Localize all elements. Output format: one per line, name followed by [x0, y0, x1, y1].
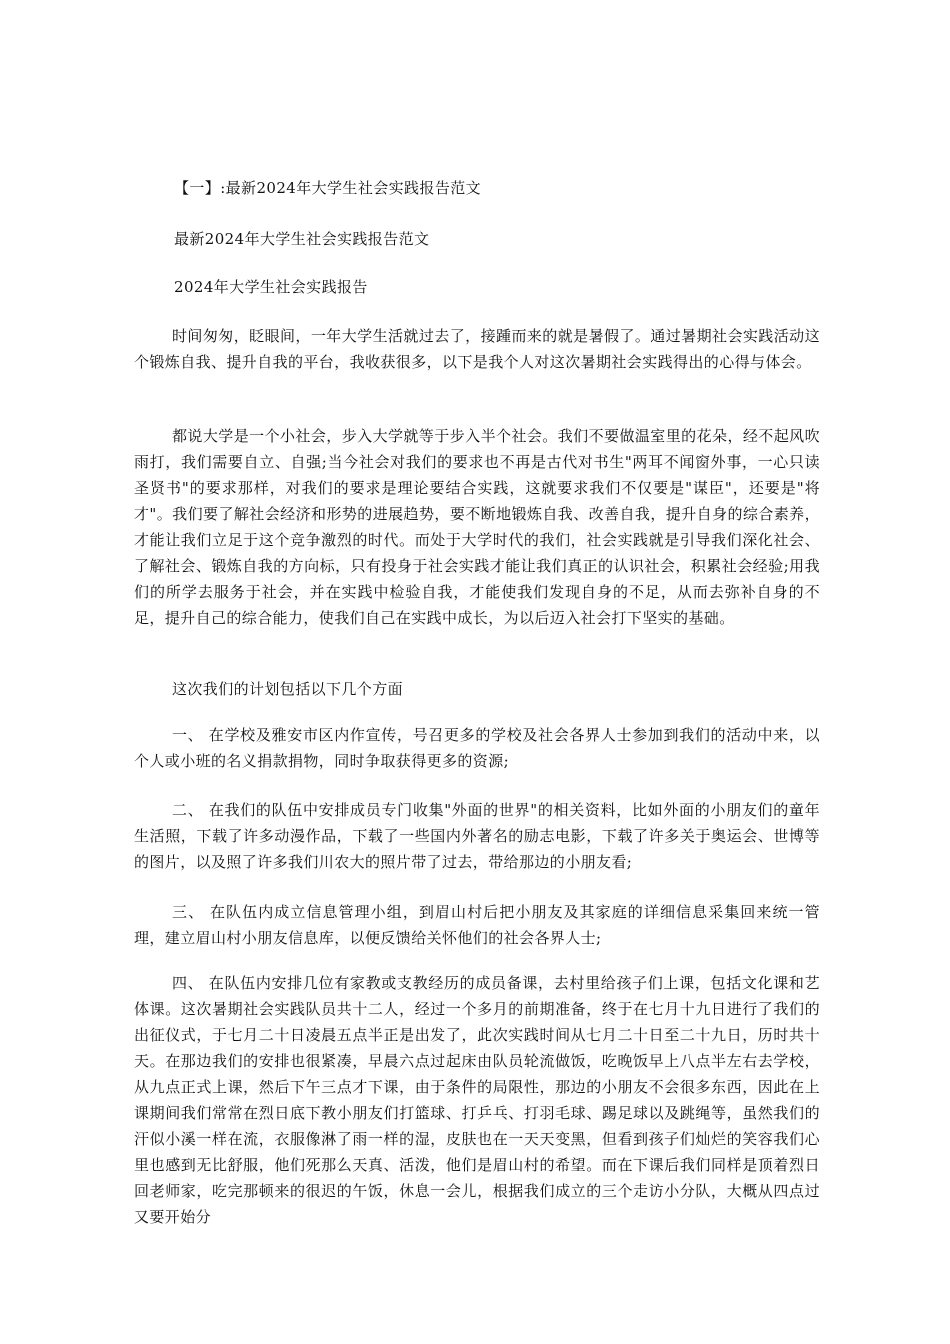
document-subtitle: 2024年大学生社会实践报告 — [174, 278, 368, 296]
paragraph-plan-2: 二、 在我们的队伍中安排成员专门收集"外面的世界"的相关资料，比如外面的小朋友们的童年生活照，下载了许多动漫作品，下载了一些国内外著名的励志电影，下载了许多关于奥运会、世博等的图片，以及照了许多我们川农大的照片带了过去，带给那边的小朋友看; — [134, 801, 820, 871]
paragraph-intro: 时间匆匆，眨眼间，一年大学生活就过去了，接踵而来的就是暑假了。通过暑期社会实践活动这个锻炼自我、提升自我的平台，我收获很多，以下是我个人对这次暑期社会实践得出的心得与体会。 — [134, 327, 820, 371]
section-heading: 【一】:最新2024年大学生社会实践报告范文 — [174, 179, 482, 197]
document-title: 最新2024年大学生社会实践报告范文 — [174, 230, 430, 248]
paragraph-university-society: 都说大学是一个小社会，步入大学就等于步入半个社会。我们不要做温室里的花朵，经不起风吹雨打，我们需要自立、自强;当今社会对我们的要求也不再是古代对书生"两耳不闻窗外事，一心只读圣贤书"的要求那样，对我们的要求是理论要结合实践，这就要求我们不仅要是"谋臣"，还要是"将才"。我们要了解社会经济和形势的进展趋势，要不断地锻炼自我、改善自我，提升自身的综合素养，才能让我们立足于这个竞争激烈的时代。而处于大学时代的我们，社会实践就是引导我们深化社会、了解社会、锻炼自我的方向标，只有投身于社会实践才能让我们真正的认识社会，积累社会经验;用我们的所学去服务于社会，并在实践中检验自我，才能使我们发现自身的不足，从而去弥补自身的不足，提升自己的综合能力，使我们自己在实践中成长，为以后迈入社会打下坚实的基础。 — [134, 427, 820, 627]
paragraph-plan-1: 一、 在学校及雅安市区内作宣传，号召更多的学校及社会各界人士参加到我们的活动中来，以个人或小班的名义捐款捐物，同时争取获得更多的资源; — [134, 726, 820, 770]
paragraph-plan-intro: 这次我们的计划包括以下几个方面 — [172, 680, 404, 698]
paragraph-plan-4: 四、 在队伍内安排几位有家教或支教经历的成员备课，去村里给孩子们上课，包括文化课和艺体课。这次暑期社会实践队员共十二人，经过一个多月的前期准备，终于在七月十九日进行了我们的出征仪式，于七月二十日凌晨五点半正是出发了，此次实践时间从七月二十日至二十九日，历时共十天。在那边我们的安排也很紧凑，早晨六点过起床由队员轮流做饭，吃晚饭早上八点半左右去学校，从九点正式上课，然后下午三点才下课，由于条件的局限性，那边的小朋友不会很多东西，因此在上课期间我们常常在烈日底下教小朋友们打篮球、打乒乓、打羽毛球、踢足球以及跳绳等，虽然我们的汗似小溪一样在流，衣服像淋了雨一样的湿，皮肤也在一天天变黑，但看到孩子们灿烂的笑容我们心里也感到无比舒服，他们死那么天真、活泼，他们是眉山村的希望。而在下课后我们同样是顶着烈日回老师家，吃完那顿来的很迟的午饭，休息一会儿，根据我们成立的三个走访小分队，大概从四点过又要开始分 — [134, 974, 820, 1226]
paragraph-plan-3: 三、 在队伍内成立信息管理小组，到眉山村后把小朋友及其家庭的详细信息采集回来统一管理，建立眉山村小朋友信息库，以便反馈给关怀他们的社会各界人士; — [134, 903, 820, 947]
